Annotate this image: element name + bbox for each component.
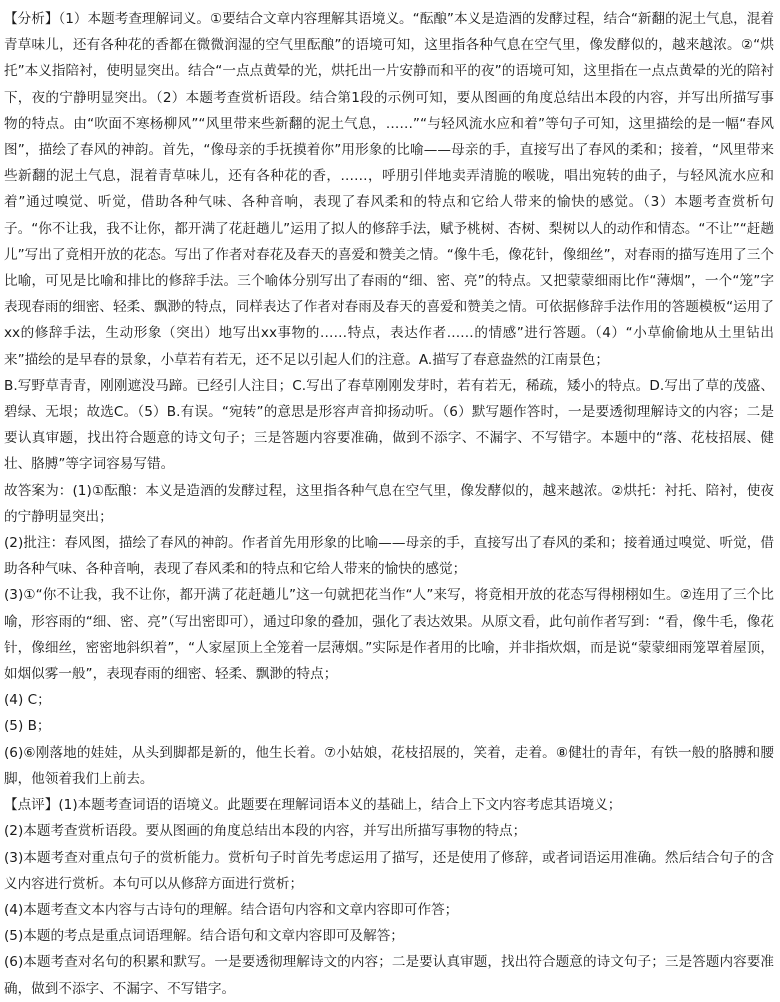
answer-item-1: 故答案为：(1)①酝酿：本义是造酒的发酵过程，这里指各种气息在空气里，像发酵似的，越来越浓。②烘托：衬托、陪衬，使夜的宁静明显突出；	[4, 482, 774, 525]
comment-item-6: (6)本题考查对名句的积累和默写。一是要透彻理解诗文的内容；二是要认真审题，找出符合题意的诗文句子；三是答题内容要准确，做到不添字、不漏字、不写错字。	[4, 954, 774, 997]
analysis-paragraph: 【分析】（1）本题考查理解词义。①要结合文章内容理解其语境义。“酝酿”本义是造酒的发酵过程，结合“新翻的泥土气息，混着青草味儿，还有各种花的香都在微微润湿的空气里酝酿”的语境可知，这里指各种气息在空气里，像发酵似的，越来越浓。②“烘托”本义指陪衬，使明显突出。结合“一点点黄晕的光，烘托出一片安静而和平的夜”的语境可知，这里指在一点点黄晕的光的陪衬下，夜的宁静明显突出。（2）本题考查赏析语段。结合第1段的示例可知，要从图画的角度总结出本段的内容，并写出所描写事物的特点。由“吹面不寒杨柳风”“风里带来些新翻的泥土气息，……”“与轻风流水应和着”等句子可知，这里描绘的是一幅“春风图”，描绘了春风的神韵。首先，“像母亲的手抚摸着你”用形象的比喻——母亲的手，直接写出了春风的柔和；接着，“风里带来些新翻的泥土气息，混着青草味儿，还有各种花的香，……，呼朋引伴地卖弄清脆的喉咙，唱出宛转的曲子，与轻风流水应和着”通过嗅觉、听觉，借助各种气味、各种音响，表现了春风柔和的特点和它给人带来的愉快的感觉。（3）本题考查赏析句子。“你不让我，我不让你，都开满了花赶趟儿”运用了拟人的修辞手法，赋予桃树、杏树、梨树以人的动作和情态。“不让”“赶趟儿”写出了竟相开放的花态。写出了作者对春花及春天的喜爱和赞美之情。“像牛毛，像花针，像细丝”，对春雨的描写连用了三个比喻，可见是比喻和排比的修辞手法。三个喻体分别写出了春雨的“细、密、亮”的特点。又把蒙蒙细雨比作“薄烟”，一个“笼”字表现春雨的细密、轻柔、飘渺的特点，同样表达了作者对春雨及春天的喜爱和赞美之情。可依据修辞手法作用的答题模板“运用了xx的修辞手法，生动形象（突出）地写出xx事物的……特点，表达作者……的情感”进行答题。（4）“小草偷偷地从土里钻出来”描绘的是早春的景象，小草若有若无，还不足以引起人们的注意。A.描写了春意盎然的江南景色；	[4, 11, 774, 368]
answer-item-6: (6)⑥刚落地的娃娃，从头到脚都是新的，他生长着。⑦小姑娘，花枝招展的，笑着，走着。⑧健壮的青年，有铁一般的胳膊和腰脚，他领着我们上前去。	[4, 744, 774, 787]
analysis-paragraph-continued: B.写野草青青，刚刚遮没马蹄。已经引人注目；C.写出了春草刚刚发芽时，若有若无，稀疏，矮小的特点。D.写出了草的茂盛、碧绿、无垠；故选C。（5）B.有误。“宛转”的意思是形容声音抑扬动听。（6）默写题作答时，一是要透彻理解诗文的内容；二是要认真审题，找出符合题意的诗文句子；三是答题内容要准确，做到不添字、不漏字、不写错字。本题中的“落、花枝招展、健壮、胳膊”等字词容易写错。	[4, 377, 774, 473]
comment-item-3: (3)本题考查对重点句子的赏析能力。赏析句子时首先考虑运用了描写，还是使用了修辞，或者词语运用准确。然后结合句子的含义内容进行赏析。本句可以从修辞方面进行赏析；	[4, 849, 774, 892]
answer-item-2: (2)批注：春风图，描绘了春风的神韵。作者首先用形象的比喻——母亲的手，直接写出了春风的柔和；接着通过嗅觉、听觉，借助各种气味、各种音响，表现了春风柔和的特点和它给人带来的愉快的感觉；	[4, 535, 774, 578]
comment-item-2: (2)本题考查赏析语段。要从图画的角度总结出本段的内容，并写出所描写事物的特点；	[4, 823, 527, 840]
comment-item-1: 【点评】(1)本题考查词语的语境义。此题要在理解词语本义的基础上，结合上下文内容考虑其语境义；	[4, 797, 622, 814]
answer-item-3: (3)①“你不让我，我不让你，都开满了花赶趟儿”这一句就把花当作“人”来写，将竟相开放的花态写得栩栩如生。②连用了三个比喻，形容雨的“细、密、亮”（写出密即可），通过印象的叠加，强化了表达效果。从原文看，此句前作者写到：“看，像牛毛，像花针，像细丝，密密地斜织着”，“人家屋顶上全笼着一层薄烟。”实际是作者用的比喻，并非指炊烟，而是说“蒙蒙细雨笼罩着屋顶，如烟似雾一般”，表现春雨的细密、轻柔、飘渺的特点；	[4, 587, 774, 683]
comment-item-4: (4)本题考查文本内容与古诗句的理解。结合语句内容和文章内容即可作答；	[4, 901, 459, 918]
answer-item-5: (5) B；	[4, 718, 51, 735]
answer-item-4: (4) C；	[4, 692, 51, 709]
comment-item-5: (5)本题的考点是重点词语理解。结合语句和文章内容即可及解答；	[4, 928, 404, 945]
